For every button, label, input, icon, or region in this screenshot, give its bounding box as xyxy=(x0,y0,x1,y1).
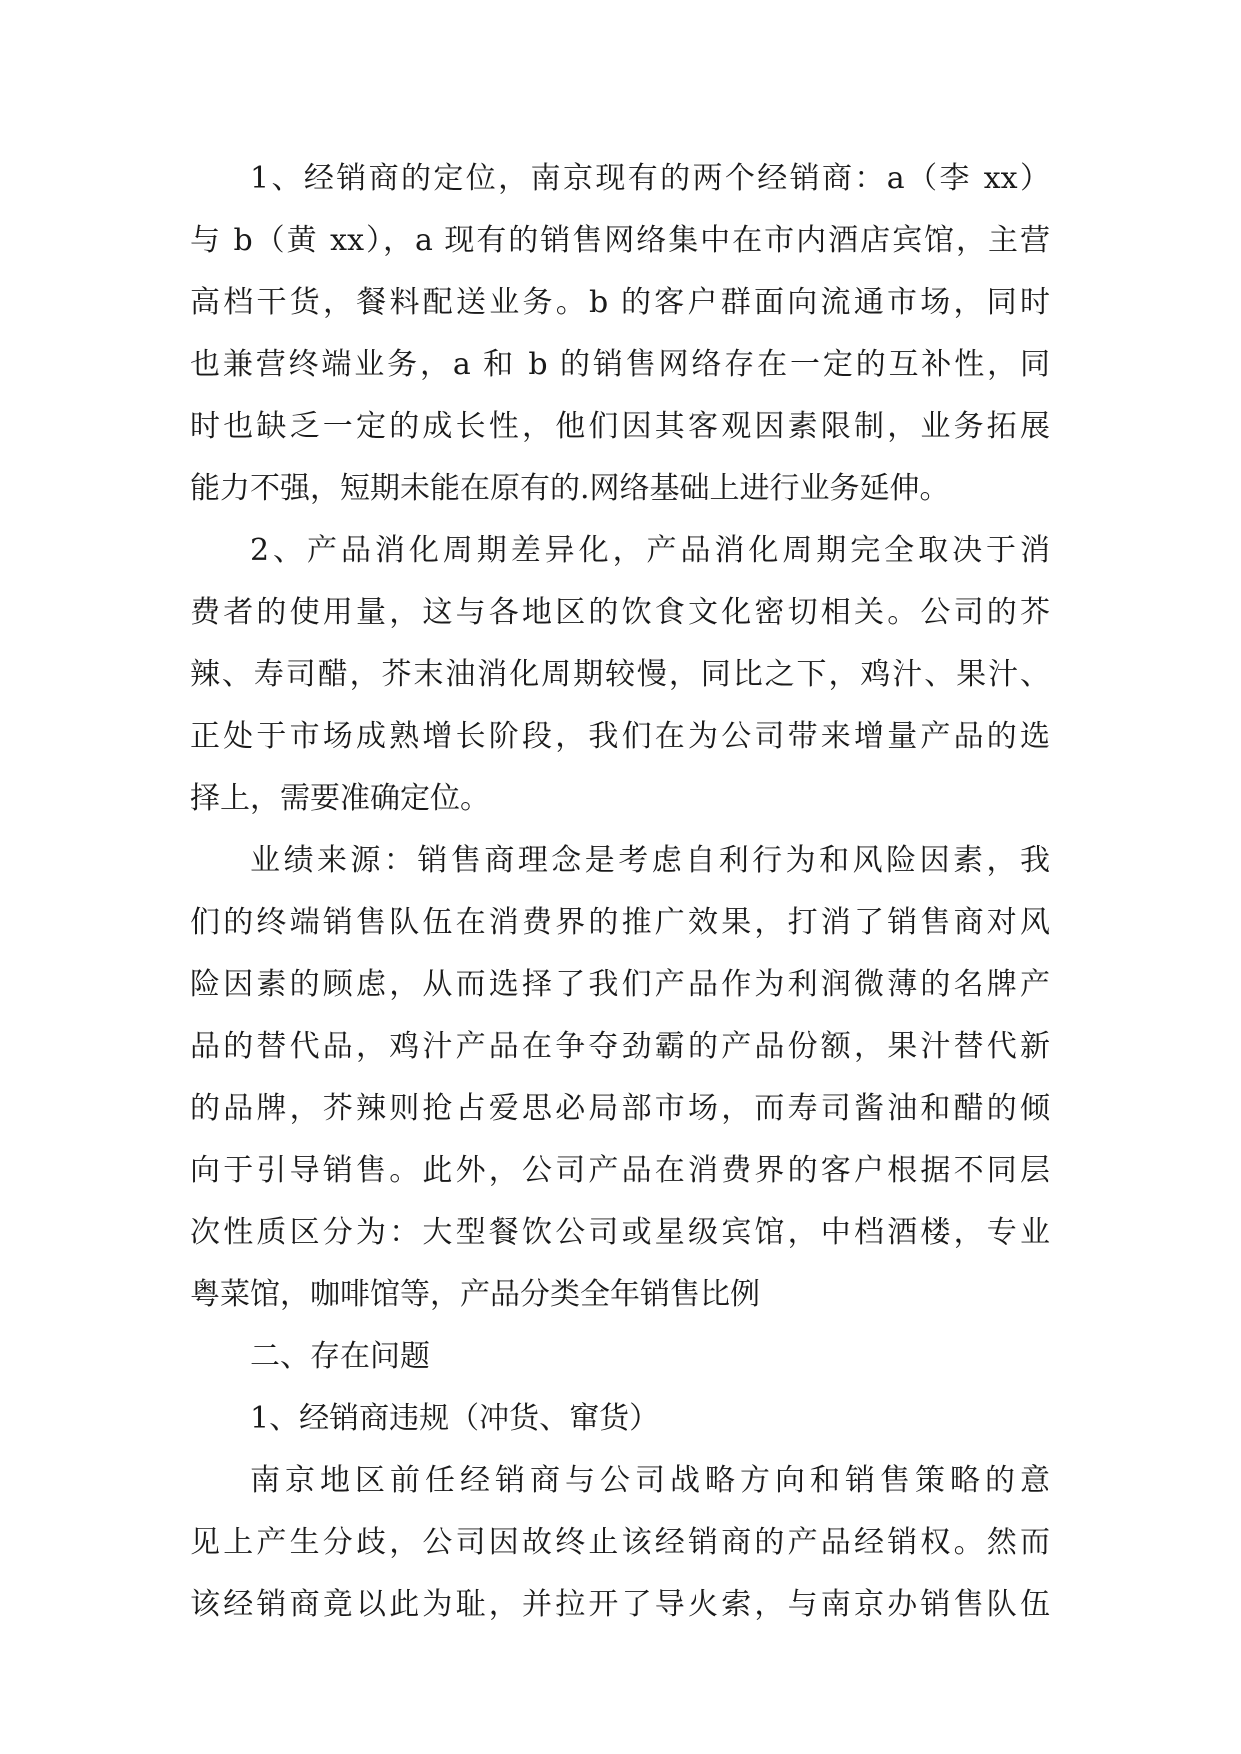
text-line: 费者的使用量，这与各地区的饮食文化密切相关。公司的芥 xyxy=(190,595,1050,630)
text-line: 的品牌，芥辣则抢占爱思必局部市场，而寿司酱油和醋的倾 xyxy=(190,1091,1050,1126)
text-line: 时也缺乏一定的成长性，他们因其客观因素限制，业务拓展 xyxy=(190,409,1050,444)
text-line: 向于引导销售。此外，公司产品在消费界的客户根据不同层 xyxy=(190,1153,1050,1188)
text-line: 次性质区分为：大型餐饮公司或星级宾馆，中档酒楼，专业 xyxy=(190,1215,1050,1250)
text-line: 1、经销商违规（冲货、窜货） xyxy=(250,1401,660,1436)
text-line: 见上产生分歧，公司因故终止该经销商的产品经销权。然而 xyxy=(190,1525,1050,1560)
text-line: 高档干货，餐料配送业务。b 的客户群面向流通市场，同时 xyxy=(190,285,1050,320)
text-line: 正处于市场成熟增长阶段，我们在为公司带来增量产品的选 xyxy=(190,719,1050,754)
text-line: 们的终端销售队伍在消费界的推广效果，打消了销售商对风 xyxy=(190,905,1050,940)
text-line: 粤菜馆，咖啡馆等，产品分类全年销售比例 xyxy=(190,1277,760,1312)
text-line: 择上，需要准确定位。 xyxy=(190,781,490,816)
text-line: 也兼营终端业务，a 和 b 的销售网络存在一定的互补性，同 xyxy=(190,347,1050,382)
text-line: 二、存在问题 xyxy=(250,1339,430,1374)
text-line: 辣、寿司醋，芥末油消化周期较慢，同比之下，鸡汁、果汁、 xyxy=(190,657,1050,692)
text-line: 南京地区前任经销商与公司战略方向和销售策略的意 xyxy=(250,1463,1050,1498)
text-line: 2、产品消化周期差异化，产品消化周期完全取决于消 xyxy=(250,533,1050,568)
text-line: 能力不强，短期未能在原有的.网络基础上进行业务延伸。 xyxy=(190,471,950,506)
body-text xyxy=(190,148,1050,1636)
text-line: 品的替代品，鸡汁产品在争夺劲霸的产品份额，果汁替代新 xyxy=(190,1029,1050,1064)
text-line: 险因素的顾虑，从而选择了我们产品作为利润微薄的名牌产 xyxy=(190,967,1050,1002)
text-line: 业绩来源：销售商理念是考虑自利行为和风险因素，我 xyxy=(250,843,1050,878)
text-line: 该经销商竟以此为耻，并拉开了导火索，与南京办销售队伍 xyxy=(190,1587,1050,1622)
text-line: 与 b（黄 xx），a 现有的销售网络集中在市内酒店宾馆，主营 xyxy=(190,223,1050,258)
text-line: 1、经销商的定位，南京现有的两个经销商：a（李 xx） xyxy=(250,161,1050,196)
